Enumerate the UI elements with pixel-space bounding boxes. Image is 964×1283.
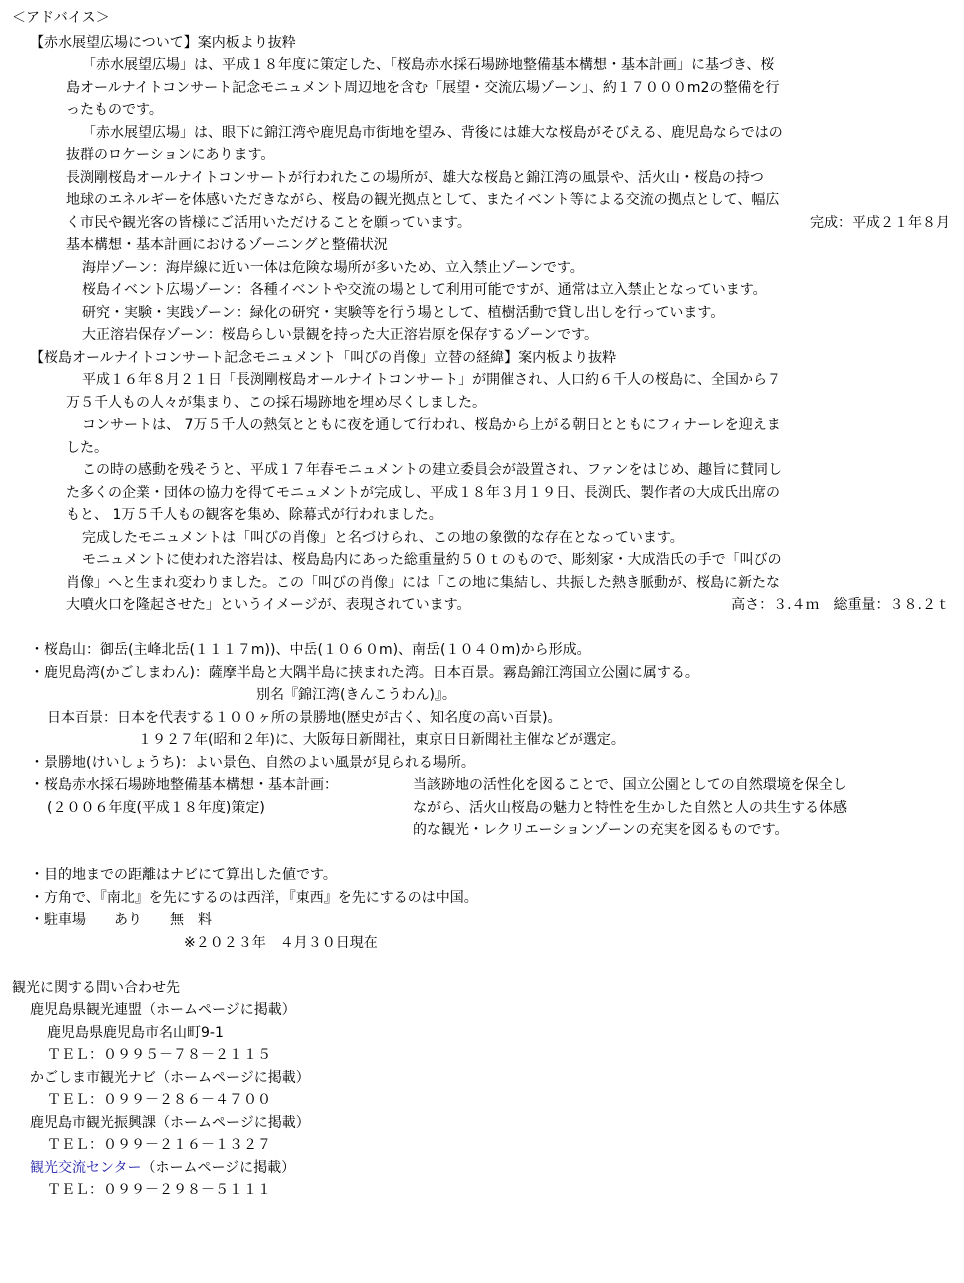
monument-p3-line-1: この時の感動を残そうと、平成１７年春モニュメントの建立委員会が設置され、ファンをはじめ、趣旨に賛同し: [82, 462, 782, 478]
monument-p4: 完成したモニュメントは「叫びの肖像」と名づけられ、この地の象徴的な存在となっています。: [82, 530, 684, 546]
monument-p2-line-2: した。: [66, 440, 108, 456]
note-parking: ・駐車場 あり 無 料: [30, 912, 212, 928]
note-plan-label: ・桜島赤水採石場跡地整備基本構想・基本計画：: [30, 777, 338, 793]
contact-tel: ＴＥＬ：０９９－２１６－１３２７: [47, 1137, 271, 1153]
advice-heading: ＜アドバイス＞: [12, 10, 110, 26]
monument-p5-line-2: 肖像」へと生まれ変わりました。この「叫びの肖像」には「この地に集結し、共振した熱き脈動が、桜島に新たな: [66, 575, 780, 591]
note-plan-year: (２００６年度(平成１８年度)策定): [47, 800, 265, 816]
monument-specs: 高さ：３.４ｍ 総重量：３８.２ｔ: [731, 597, 950, 613]
zone-item: 研究・実験・実践ゾーン：緑化の研究・実験等を行う場として、植樹活動で貸し出しを行っています。: [82, 305, 725, 321]
akamizu-p1-line-1: 「赤水展望広場」は、平成１８年度に策定した、「桜島赤水採石場跡地整備基本構想・基本計画」に基づき、桜: [82, 57, 775, 73]
tourism-exchange-center-link[interactable]: 観光交流センター: [30, 1160, 142, 1176]
note-plan-desc-line-3: 的な観光・レクリエーションゾーンの充実を図るものです。: [413, 822, 789, 838]
zone-item: 桜島イベント広場ゾーン：各種イベントや交流の場として利用可能ですが、通常は立入禁止となっています。: [82, 282, 767, 298]
note-hyakkei: 日本百景：日本を代表する１００ヶ所の景勝地(歴史が古く、知名度の高い百景)。: [47, 710, 562, 726]
monument-p2-line-1: コンサートは、 7万５千人の熱気とともに夜を通して行われ、桜島から上がる朝日とともにフィナーレを迎えま: [82, 417, 781, 433]
contact-address: 鹿児島県鹿児島市名山町9-1: [47, 1025, 224, 1041]
contact-tel: ＴＥＬ：０９９５－７８－２１１５: [47, 1047, 271, 1063]
monument-p3-line-2: た多くの企業・団体の協力を得てモニュメントが完成し、平成１８年３月１９日、長渕氏、製作者の大成氏出席の: [66, 485, 780, 501]
zone-item: 大正溶岩保存ゾーン：桜島らしい景観を持った大正溶岩原を保存するゾーンです。: [82, 327, 599, 343]
contact-name: かごしま市観光ナビ（ホームページに掲載）: [30, 1070, 310, 1086]
note-direction: ・方角で、『南北』を先にするのは西洋，『東西』を先にするのは中国。: [30, 890, 478, 906]
zoning-title: 基本構想・基本計画におけるゾーニングと整備状況: [66, 237, 388, 253]
monument-p1-line-2: 万５千人もの人々が集まり、この採石場跡地を埋め尽くしました。: [66, 395, 486, 411]
note-scenic: ・景勝地(けいしょうち)：よい景色、自然のよい風景が見られる場所。: [30, 755, 475, 771]
akamizu-p3-line-2: 地球のエネルギーを体感いただきながら、桜島の観光拠点として、またイベント等による交流の拠点として、幅広: [66, 192, 780, 208]
monument-title: 【桜島オールナイトコンサート記念モニュメント「叫びの肖像」立替の経緯】案内板より抜粋: [30, 350, 617, 366]
note-distance: ・目的地までの距離はナビにて算出した値です。: [30, 867, 337, 883]
note-plan-desc-line-2: ながら、活火山桜島の魅力と特性を生かした自然と人の共生する体感: [413, 800, 847, 816]
note-hyakkei-detail: １９２７年(昭和２年)に、大阪毎日新聞社，東京日日新聞社主催などが選定。: [138, 732, 625, 748]
note-as-of: ※２０２３年 ４月３０日現在: [184, 935, 378, 951]
monument-p1-line-1: 平成１６年８月２１日「長渕剛桜島オールナイトコンサート」が開催され、人口約６千人の桜島に、全国から７: [82, 372, 782, 388]
akamizu-p3-line-1: 長渕剛桜島オールナイトコンサートが行われたこの場所が、雄大な桜島と錦江湾の風景や、活火山・桜島の持つ: [66, 170, 764, 186]
contacts-title: 観光に関する問い合わせ先: [12, 980, 180, 996]
monument-p3-line-3: もと、 1万５千人もの観客を集め、除幕式が行われました。: [66, 507, 443, 523]
note-plan-desc-line-1: 当該跡地の活性化を図ることで、国立公園としての自然環境を保全し: [413, 777, 847, 793]
contact-name-row: [30, 1158, 295, 1178]
note-sakurajima: ・桜島山：御岳(主峰北岳(１１１７m))、中岳(１０６０m)、南岳(１０４０m)から形成。: [30, 642, 591, 658]
monument-p5-line-1: モニュメントに使われた溶岩は、桜島島内にあった総重量約５０ｔのもので、彫刻家・大成浩氏の手で「叫びの: [82, 552, 782, 568]
contact-name: 鹿児島市観光振興課（ホームページに掲載）: [30, 1115, 310, 1131]
contact-name: 鹿児島県観光連盟（ホームページに掲載）: [30, 1002, 296, 1018]
note-bay-alias: 別名『錦江湾(きんこうわん)』。: [256, 687, 456, 703]
akamizu-p1-line-3: ったものです。: [66, 102, 163, 118]
contact-tel: ＴＥＬ：０９９－２８６－４７００: [47, 1092, 271, 1108]
akamizu-title: 【赤水展望広場について】案内板より抜粋: [30, 35, 296, 51]
akamizu-p2-line-1: 「赤水展望広場」は、眼下に錦江湾や鹿児島市街地を望み、背後には雄大な桜島がそびえる、鹿児島ならではの: [82, 125, 783, 141]
note-bay: ・鹿児島湾(かごしまわん)：薩摩半島と大隅半島に挟まれた湾。日本百景。霧島錦江湾国立公園に属する。: [30, 665, 699, 681]
akamizu-completed: 完成：平成２１年８月: [810, 215, 950, 231]
akamizu-p3-line-3: く市民や観光客の皆様にご活用いただけることを願っています。: [66, 215, 471, 231]
akamizu-p2-line-2: 抜群のロケーションにあります。: [66, 147, 275, 163]
monument-p5-line-3: 大噴火口を隆起させた」というイメージが、表現されています。: [66, 597, 471, 613]
contact-name-suffix: （ホームページに掲載）: [141, 1160, 296, 1176]
akamizu-p1-line-2: 島オールナイトコンサート記念モニュメント周辺地を含む「展望・交流広場ゾーン」、約１７０００m2の整備を行: [66, 80, 780, 96]
contact-tel: ＴＥＬ：０９９－２９８－５１１１: [47, 1182, 271, 1198]
zone-item: 海岸ゾーン：海岸線に近い一体は危険な場所が多いため、立入禁止ゾーンです。: [82, 260, 584, 276]
